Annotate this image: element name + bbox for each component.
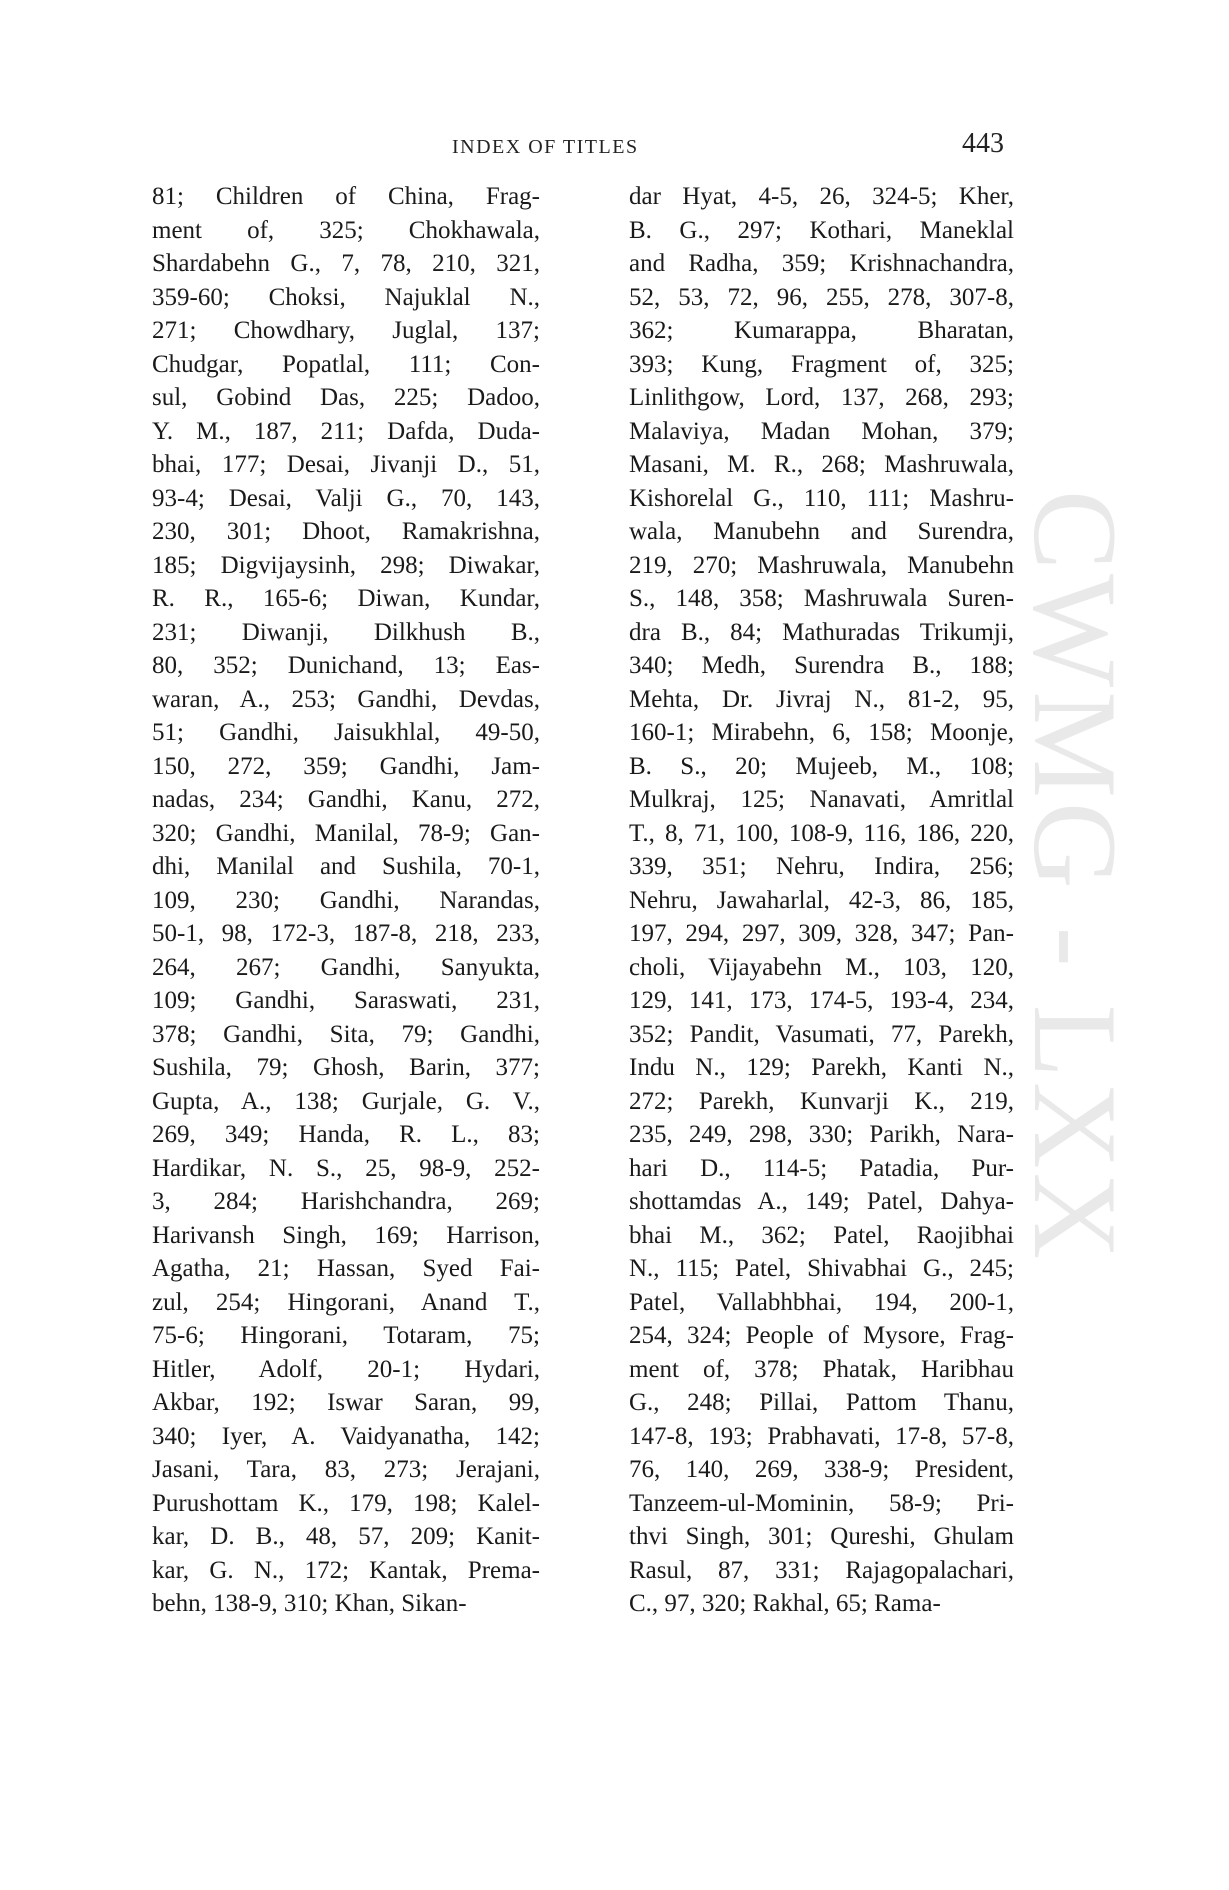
index-line: Akbar, 192; Iswar Saran, 99, [152, 1389, 540, 1416]
index-line: 219, 270; Mashruwala, Manubehn [629, 551, 1014, 579]
index-line: 339, 351; Nehru, Indira, 256; [629, 853, 1014, 880]
index-line: 362; Kumarappa, Bharatan, [629, 317, 1014, 344]
index-line: Mulkraj, 125; Nanavati, Amritlal [629, 786, 1014, 813]
index-line: 272; Parekh, Kunvarji K., 219, [629, 1087, 1014, 1115]
index-line: Harivansh Singh, 169; Harrison, [152, 1221, 540, 1249]
index-line: dhi, Manilal and Sushila, 70-1, [152, 853, 540, 880]
index-line: waran, A., 253; Gandhi, Devdas, [152, 685, 540, 713]
index-line: 109, 230; Gandhi, Narandas, [152, 886, 540, 914]
index-line: 393; Kung, Fragment of, 325; [629, 350, 1014, 378]
watermark-cwmg: CWMG - LXX [1009, 490, 1142, 1264]
running-title: INDEX OF TITLES [452, 136, 639, 158]
index-line: Jasani, Tara, 83, 273; Jerajani, [152, 1456, 540, 1483]
index-line: Hardikar, N. S., 25, 98-9, 252- [152, 1154, 540, 1182]
index-line: 231; Diwanji, Dilkhush B., [152, 618, 540, 646]
index-line: wala, Manubehn and Surendra, [629, 518, 1014, 545]
index-line: 93-4; Desai, Valji G., 70, 143, [152, 484, 540, 512]
page-number: 443 [962, 128, 1004, 159]
index-line: G., 248; Pillai, Pattom Thanu, [629, 1389, 1014, 1416]
index-line: Nehru, Jawaharlal, 42-3, 86, 185, [629, 886, 1014, 914]
index-line: kar, D. B., 48, 57, 209; Kanit- [152, 1523, 540, 1550]
index-line: Agatha, 21; Hassan, Syed Fai- [152, 1255, 540, 1282]
index-line: S., 148, 358; Mashruwala Suren- [629, 585, 1014, 612]
index-line: sul, Gobind Das, 225; Dadoo, [152, 384, 540, 411]
index-line: 185; Digvijaysinh, 298; Diwakar, [152, 551, 540, 579]
index-line: Tanzeem-ul-Mominin, 58-9; Pri- [629, 1489, 1014, 1517]
index-line: Shardabehn G., 7, 78, 210, 321, [152, 250, 540, 277]
index-line: 254, 324; People of Mysore, Frag- [629, 1322, 1014, 1349]
index-line: T., 8, 71, 100, 108-9, 116, 186, 220, [629, 819, 1014, 847]
index-line: R. R., 165-6; Diwan, Kundar, [152, 585, 540, 612]
index-line: 50-1, 98, 172-3, 187-8, 218, 233, [152, 920, 540, 947]
index-line: 359-60; Choksi, Najuklal N., [152, 283, 540, 311]
index-line: 340; Medh, Surendra B., 188; [629, 652, 1014, 679]
index-line: 160-1; Mirabehn, 6, 158; Moonje, [629, 719, 1014, 746]
index-line: Masani, M. R., 268; Mashruwala, [629, 451, 1014, 478]
index-line: ment of, 325; Chokhawala, [152, 216, 540, 244]
index-line: 352; Pandit, Vasumati, 77, Parekh, [629, 1020, 1014, 1048]
index-line: B. G., 297; Kothari, Maneklal [629, 216, 1014, 244]
index-line: ment of, 378; Phatak, Haribhau [629, 1355, 1014, 1383]
index-line: 320; Gandhi, Manilal, 78-9; Gan- [152, 819, 540, 847]
index-line: kar, G. N., 172; Kantak, Prema- [152, 1556, 540, 1584]
index-line: 75-6; Hingorani, Totaram, 75; [152, 1322, 540, 1349]
index-column-left [152, 180, 540, 1621]
index-line: Hitler, Adolf, 20-1; Hydari, [152, 1355, 540, 1383]
index-line: dra B., 84; Mathuradas Trikumji, [629, 618, 1014, 646]
index-line: Y. M., 187, 211; Dafda, Duda- [152, 417, 540, 445]
index-line: Chudgar, Popatlal, 111; Con- [152, 350, 540, 378]
index-line: and Radha, 359; Krishnachandra, [629, 250, 1014, 277]
index-line: 197, 294, 297, 309, 328, 347; Pan- [629, 920, 1014, 947]
index-line: choli, Vijayabehn M., 103, 120, [629, 953, 1014, 981]
index-line: Kishorelal G., 110, 111; Mashru- [629, 484, 1014, 512]
index-line: nadas, 234; Gandhi, Kanu, 272, [152, 786, 540, 813]
index-line: bhai M., 362; Patel, Raojibhai [629, 1221, 1014, 1249]
index-line: 150, 272, 359; Gandhi, Jam- [152, 752, 540, 780]
index-line: 271; Chowdhary, Juglal, 137; [152, 317, 540, 344]
index-line: Gupta, A., 138; Gurjale, G. V., [152, 1087, 540, 1115]
index-line: Patel, Vallabhbhai, 194, 200-1, [629, 1288, 1014, 1316]
index-line: 80, 352; Dunichand, 13; Eas- [152, 652, 540, 679]
index-line: B. S., 20; Mujeeb, M., 108; [629, 752, 1014, 780]
index-line: Linlithgow, Lord, 137, 268, 293; [629, 384, 1014, 411]
index-line: 340; Iyer, A. Vaidyanatha, 142; [152, 1422, 540, 1450]
index-line: Indu N., 129; Parekh, Kanti N., [629, 1054, 1014, 1081]
index-line: 378; Gandhi, Sita, 79; Gandhi, [152, 1020, 540, 1048]
index-line: C., 97, 320; Rakhal, 65; Rama- [629, 1590, 941, 1617]
index-line: dar Hyat, 4-5, 26, 324-5; Kher, [629, 183, 1014, 210]
index-line: behn, 138-9, 310; Khan, Sikan- [152, 1590, 467, 1617]
index-line: Malaviya, Madan Mohan, 379; [629, 417, 1014, 445]
index-line: 76, 140, 269, 338-9; President, [629, 1456, 1014, 1483]
index-line: Mehta, Dr. Jivraj N., 81-2, 95, [629, 685, 1014, 713]
index-line: Rasul, 87, 331; Rajagopalachari, [629, 1556, 1014, 1584]
index-line: 269, 349; Handa, R. L., 83; [152, 1121, 540, 1148]
index-line: hari D., 114-5; Patadia, Pur- [629, 1154, 1014, 1182]
index-line: 147-8, 193; Prabhavati, 17-8, 57-8, [629, 1422, 1014, 1450]
index-line: 52, 53, 72, 96, 255, 278, 307-8, [629, 283, 1014, 311]
index-line: 81; Children of China, Frag- [152, 183, 540, 210]
index-line: 51; Gandhi, Jaisukhlal, 49-50, [152, 719, 540, 746]
index-line: 129, 141, 173, 174-5, 193-4, 234, [629, 987, 1014, 1014]
index-line: Purushottam K., 179, 198; Kalel- [152, 1489, 540, 1517]
index-line: zul, 254; Hingorani, Anand T., [152, 1288, 540, 1316]
index-line: N., 115; Patel, Shivabhai G., 245; [629, 1255, 1014, 1282]
index-line: 235, 249, 298, 330; Parikh, Nara- [629, 1121, 1014, 1148]
index-column-right [629, 180, 1014, 1621]
index-line: 109; Gandhi, Saraswati, 231, [152, 987, 540, 1014]
index-line: 230, 301; Dhoot, Ramakrishna, [152, 518, 540, 545]
index-line: shottamdas A., 149; Patel, Dahya- [629, 1188, 1014, 1215]
index-line: 3, 284; Harishchandra, 269; [152, 1188, 540, 1215]
index-line: thvi Singh, 301; Qureshi, Ghulam [629, 1523, 1014, 1550]
index-line: bhai, 177; Desai, Jivanji D., 51, [152, 451, 540, 478]
index-line: 264, 267; Gandhi, Sanyukta, [152, 953, 540, 981]
index-line: Sushila, 79; Ghosh, Barin, 377; [152, 1054, 540, 1081]
